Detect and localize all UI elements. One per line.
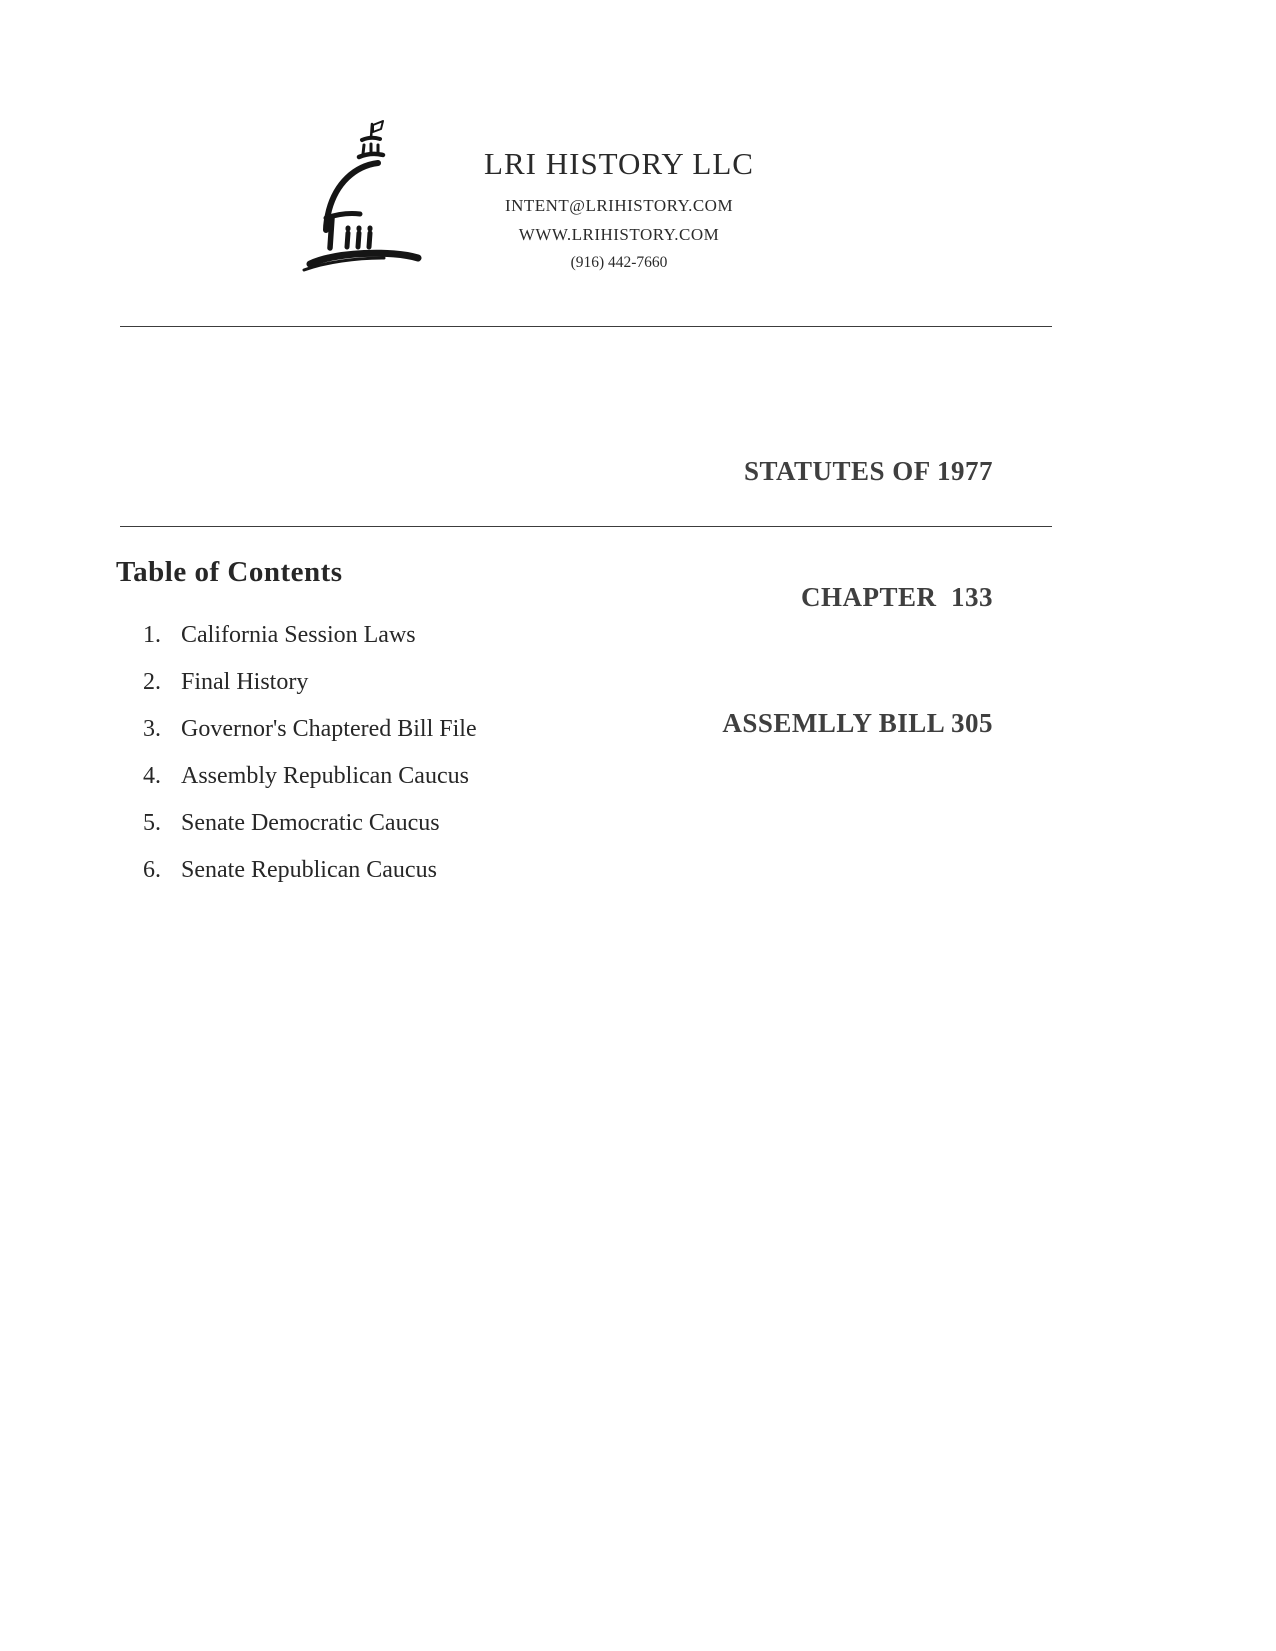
toc-item — [143, 857, 477, 883]
letterhead — [296, 118, 774, 283]
statutes-line: STATUTES OF 1977 — [743, 456, 993, 486]
toc-item — [143, 669, 477, 695]
chapter-line: CHAPTER 133 — [800, 582, 993, 612]
toc-item-label: California Session Laws — [181, 622, 416, 648]
toc-item-number: 2. — [143, 669, 161, 695]
toc-heading: Table of Contents — [116, 556, 343, 588]
toc-item-label: Governor's Chaptered Bill File — [181, 716, 477, 742]
toc-list — [143, 622, 477, 904]
toc-item-label: Senate Republican Caucus — [181, 857, 437, 883]
assembly-bill-line: ASSEMLLY BILL 305 — [722, 708, 993, 738]
toc-item-number: 3. — [143, 716, 161, 742]
toc-item — [143, 763, 477, 789]
toc-item — [143, 810, 477, 836]
toc-item — [143, 622, 477, 648]
company-phone: (916) 442-7660 — [570, 254, 668, 271]
statutes-title-block — [722, 366, 993, 828]
company-website: WWW.LRIHISTORY.COM — [518, 225, 720, 244]
toc-item-number: 6. — [143, 857, 161, 883]
toc-item-label: Assembly Republican Caucus — [181, 763, 469, 789]
toc-item-number: 4. — [143, 763, 161, 789]
toc-item-label: Final History — [181, 669, 309, 695]
divider-top — [120, 326, 1052, 327]
toc-item-label: Senate Democratic Caucus — [181, 810, 440, 836]
toc-item-number: 5. — [143, 810, 161, 836]
letterhead-text — [464, 118, 774, 272]
company-email: INTENT@LRIHISTORY.COM — [504, 196, 734, 215]
toc-item — [143, 716, 477, 742]
company-name: LRI HISTORY LLC — [484, 146, 754, 181]
capitol-dome-logo-icon — [296, 118, 446, 283]
toc-item-number: 1. — [143, 622, 161, 648]
